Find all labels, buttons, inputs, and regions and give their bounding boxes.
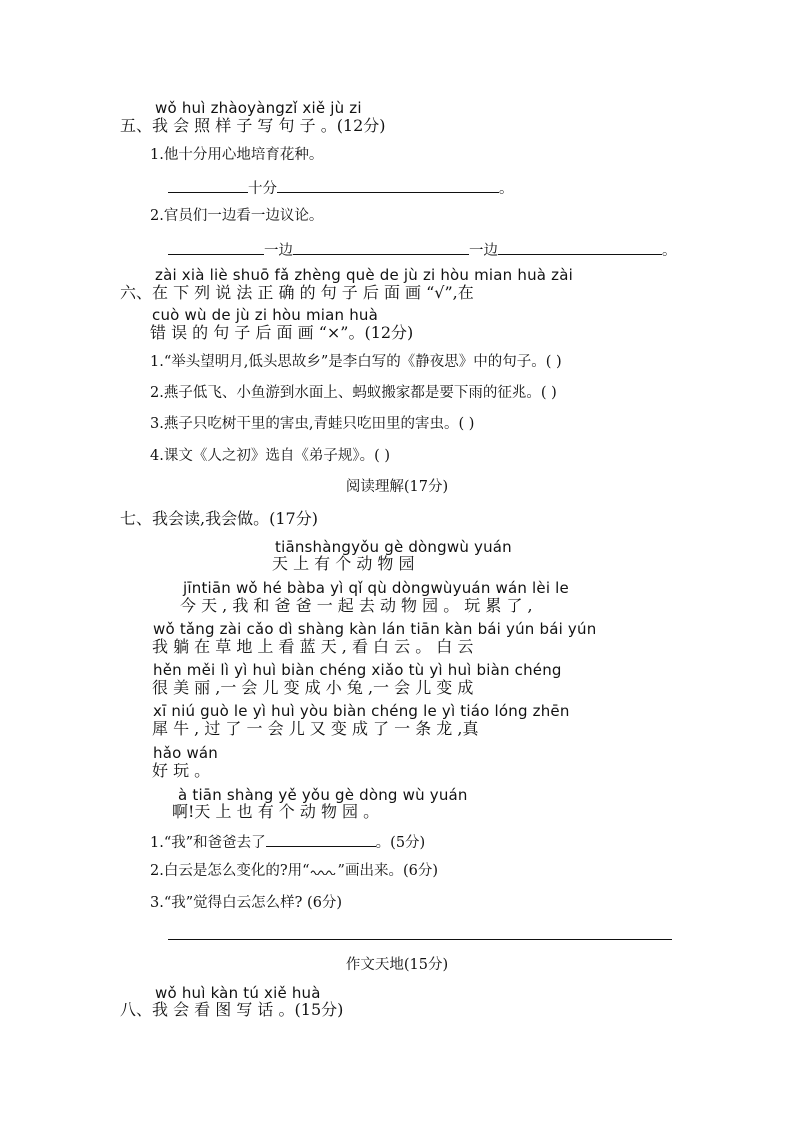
blank-line[interactable] <box>266 832 376 847</box>
story-line-2-pinyin: wǒ tǎng zài cǎo dì shàng kàn lán tiān kàn bái yún bái yún <box>153 620 597 638</box>
s8-pinyin: wǒ huì kàn tú xiě huà <box>155 984 321 1002</box>
s5-q1: 1.他十分用心地培育花种。 <box>150 147 324 163</box>
s7-q1-end: 。(5分) <box>375 835 426 851</box>
story-line-3-pinyin: hěn měi lì yì huì biàn chéng xiǎo tù yì huì biàn chéng <box>153 661 562 679</box>
s6-item-4: 4.课文《人之初》选自《弟子规》。( ) <box>150 448 391 464</box>
s7-q1-text: 1.“我”和爸爸去了 <box>150 835 266 851</box>
s7-q2-text-b: ”画出来。(6分) <box>337 863 438 879</box>
s5-q2-end: 。 <box>662 243 677 259</box>
story-line-3: 很 美 丽 ,一 会 儿 变 成 小 兔 ,一 会 儿 变 成 <box>152 678 474 697</box>
blank-line[interactable] <box>168 178 248 193</box>
story-line-4-pinyin: xī niú guò le yì huì yòu biàn chéng le yì tiáo lóng zhēn <box>153 702 570 720</box>
s5-q1-answer[interactable] <box>168 178 514 197</box>
s5-q2-mid2: 一边 <box>469 243 498 259</box>
answer-line[interactable] <box>168 939 672 940</box>
wavy-line-icon <box>310 867 338 875</box>
s5-q2-answer[interactable] <box>168 240 677 259</box>
s5-pinyin: wǒ huì zhàoyàngzǐ xiě jù zi <box>155 99 362 117</box>
s6-title-2: 错 误 的 句 子 后 面 画 “×”。(12分) <box>150 323 414 342</box>
s6-title-1: 六、在 下 列 说 法 正 确 的 句 子 后 面 画 “√”,在 <box>120 283 474 302</box>
s6-item-3: 3.燕子只吃树干里的害虫,青蛙只吃田里的害虫。( ) <box>150 416 475 432</box>
story-title: 天 上 有 个 动 物 园 <box>272 554 415 573</box>
s5-q2: 2.官员们一边看一边议论。 <box>150 208 324 224</box>
s5-q2-mid1: 一边 <box>264 243 293 259</box>
story-end-pinyin: à tiān shàng yě yǒu gè dòng wù yuán <box>178 786 468 804</box>
blank-line[interactable] <box>277 178 499 193</box>
s6-pinyin-1: zài xià liè shuō fǎ zhèng què de jù zi hòu mian huà zài <box>155 266 573 284</box>
s7-title: 七、我会读,我会做。(17分) <box>120 509 318 528</box>
blank-line[interactable] <box>498 240 662 255</box>
story-title-pinyin: tiānshàngyǒu gè dòngwù yuán <box>275 538 512 556</box>
s5-q1-mid: 十分 <box>248 181 277 197</box>
story-line-5: 好 玩 。 <box>152 761 211 780</box>
s7-q2 <box>150 864 438 879</box>
story-line-1: 今 天 , 我 和 爸 爸 一 起 去 动 物 园 。 玩 累 了 , <box>180 596 533 615</box>
s5-q1-end: 。 <box>499 181 514 197</box>
s8-title: 八、我 会 看 图 写 话 。(15分) <box>120 1000 344 1019</box>
blank-line[interactable] <box>293 240 469 255</box>
reading-heading: 阅读理解(17分) <box>345 479 449 495</box>
s6-item-1: 1.“举头望明月,低头思故乡”是李白写的《静夜思》中的句子。( ) <box>150 354 562 370</box>
story-line-2: 我 躺 在 草 地 上 看 蓝 天 , 看 白 云 。 白 云 <box>152 637 474 656</box>
blank-line[interactable] <box>168 240 264 255</box>
story-line-4: 犀 牛 , 过 了 一 会 儿 又 变 成 了 一 条 龙 ,真 <box>152 719 479 738</box>
s7-q2-text-a: 2.白云是怎么变化的?用“ <box>150 863 310 879</box>
writing-heading: 作文天地(15分) <box>345 957 449 973</box>
s7-q3: 3.“我”觉得白云怎么样? (6分) <box>150 895 343 911</box>
s5-title: 五、我 会 照 样 子 写 句 子 。(12分) <box>120 116 386 135</box>
story-line-5-pinyin: hǎo wán <box>153 744 219 762</box>
story-line-1-pinyin: jīntiān wǒ hé bàba yì qǐ qù dòngwùyuán wán lèi le <box>183 579 569 597</box>
s6-item-2: 2.燕子低飞、小鱼游到水面上、蚂蚁搬家都是要下雨的征兆。( ) <box>150 385 557 401</box>
story-end: 啊!天 上 也 有 个 动 物 园 。 <box>172 802 380 821</box>
s7-q1 <box>150 832 425 851</box>
s6-pinyin-2: cuò wù de jù zi hòu mian huà <box>152 306 379 324</box>
